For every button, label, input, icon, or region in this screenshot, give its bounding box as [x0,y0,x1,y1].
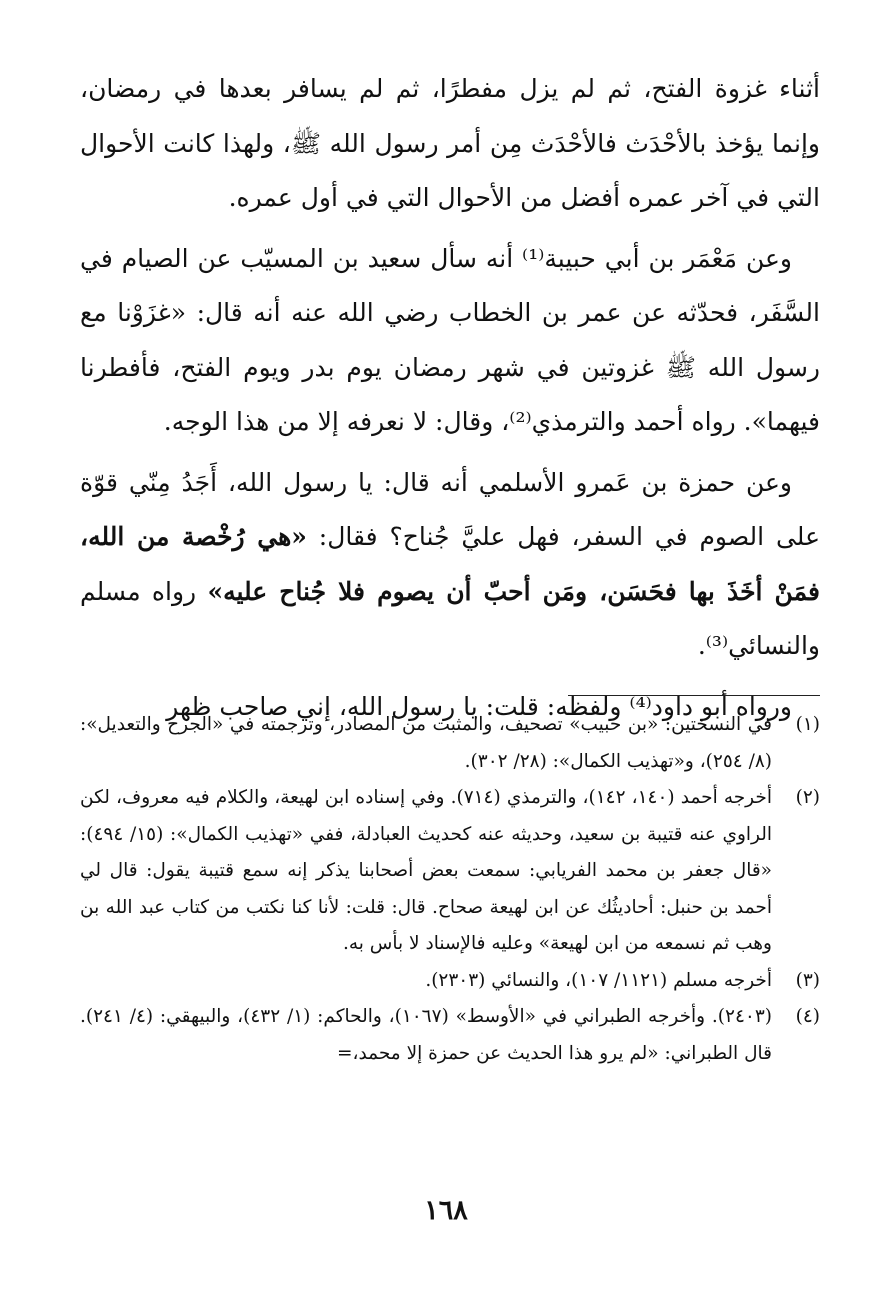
hadith-quote: «هي رُخْصة من الله، فمَنْ أخَذَ بها فحَسَن، ومَن أحبّ أن يصوم فلا جُناح عليه» [80,522,820,606]
footnote-number: (٤) [795,1006,820,1027]
paragraph-text: رواه مسلم والنسائي⁽³⁾. [80,576,820,660]
paragraph-text: وعن مَعْمَر بن أبي حبيبة⁽¹⁾ أنه سأل سعيد بن المسيّب عن الصيام في السَّفَر، فحدّثه عن عمر بن الخطاب رضي الله عنه أنه قال: «غزَوْنا مع رسول الله ﷺ غزوتين في شهر رمضان يوم بدر ويوم الفتح، فأفطرنا فيهما». رواه أحمد والترمذي⁽²⁾، وقال: لا نعرفه إلا من هذا الوجه. [80,243,820,436]
paragraph-text: ورواه أبو داود⁽⁴⁾ ولفظه: قلت: يا رسول الله، إني صاحب ظهر [166,691,792,721]
footnote-text: في النسختين: «بن حبيب» تصحيف، والمثبت من المصادر، وترجمته في «الجرح والتعديل»: (٨/ ٢٥٤)، و«تهذيب الكمال»: (٢٨/ ٣٠٢). [80,714,772,772]
paragraph [80,232,820,450]
footnote-text: أخرجه مسلم (١١٢١/ ١٠٧)، والنسائي (٢٣٠٣). [425,969,772,991]
paragraph-text: وعن حمزة بن عَمرو الأسلمي أنه قال: يا رسول الله، أَجَدُ مِنّي قوّة على الصوم في السفر، فهل عليَّ جُناح؟ فقال: [80,467,820,551]
main-text [80,62,820,740]
footnote-text: أخرجه أحمد (١٤٠، ١٤٢)، والترمذي (٧١٤). وفي إسناده ابن لهيعة، والكلام فيه معروف، لكن الراوي عنه قتيبة بن سعيد، وحديثه عنه كحديث العبادلة، ففي «تهذيب الكمال»: (١٥/ ٤٩٤): «قال جعفر بن محمد الفريابي: سمعت بعض أصحابنا يذكر إنه سمع قتيبة يقول: قال لي أحمد بن حنبل: أحاديثُك عن ابن لهيعة صحاح. قال: قلت: لأنا كنا نكتب من كتاب عبد الله بن وهب ثم نسمعه من ابن لهيعة» وعليه فالإسناد لا بأس به. [80,787,773,954]
footnote-text: (٢٤٠٣). وأخرجه الطبراني في «الأوسط» (١٠٦٧)، والحاكم: (١/ ٤٣٢)، والبيهقي: (٤/ ٢٤١). قال الطبراني: «لم يرو هذا الحديث عن حمزة إلا محمد،= [80,1006,772,1064]
footnote [80,707,820,780]
page-number: ١٦٨ [424,1195,468,1226]
footnote [80,963,820,1000]
footnote [80,999,820,1072]
paragraph [80,456,820,674]
footnote-number: (٣) [795,969,820,991]
footnote-number: (١) [795,714,820,735]
footnotes [80,707,820,1072]
footnote [80,780,820,963]
paragraph [80,62,820,226]
footnote-separator [568,695,820,696]
footnote-number: (٢) [795,787,820,808]
paragraph-text: أثناء غزوة الفتح، ثم لم يزل مفطرًا، ثم لم يسافر بعدها في رمضان، وإنما يؤخذ بالأحْدَث فالأحْدَث مِن أمر رسول الله ﷺ، ولهذا كانت الأحوال التي في آخر عمره أفضل من الأحوال التي في أول عمره. [80,74,820,212]
